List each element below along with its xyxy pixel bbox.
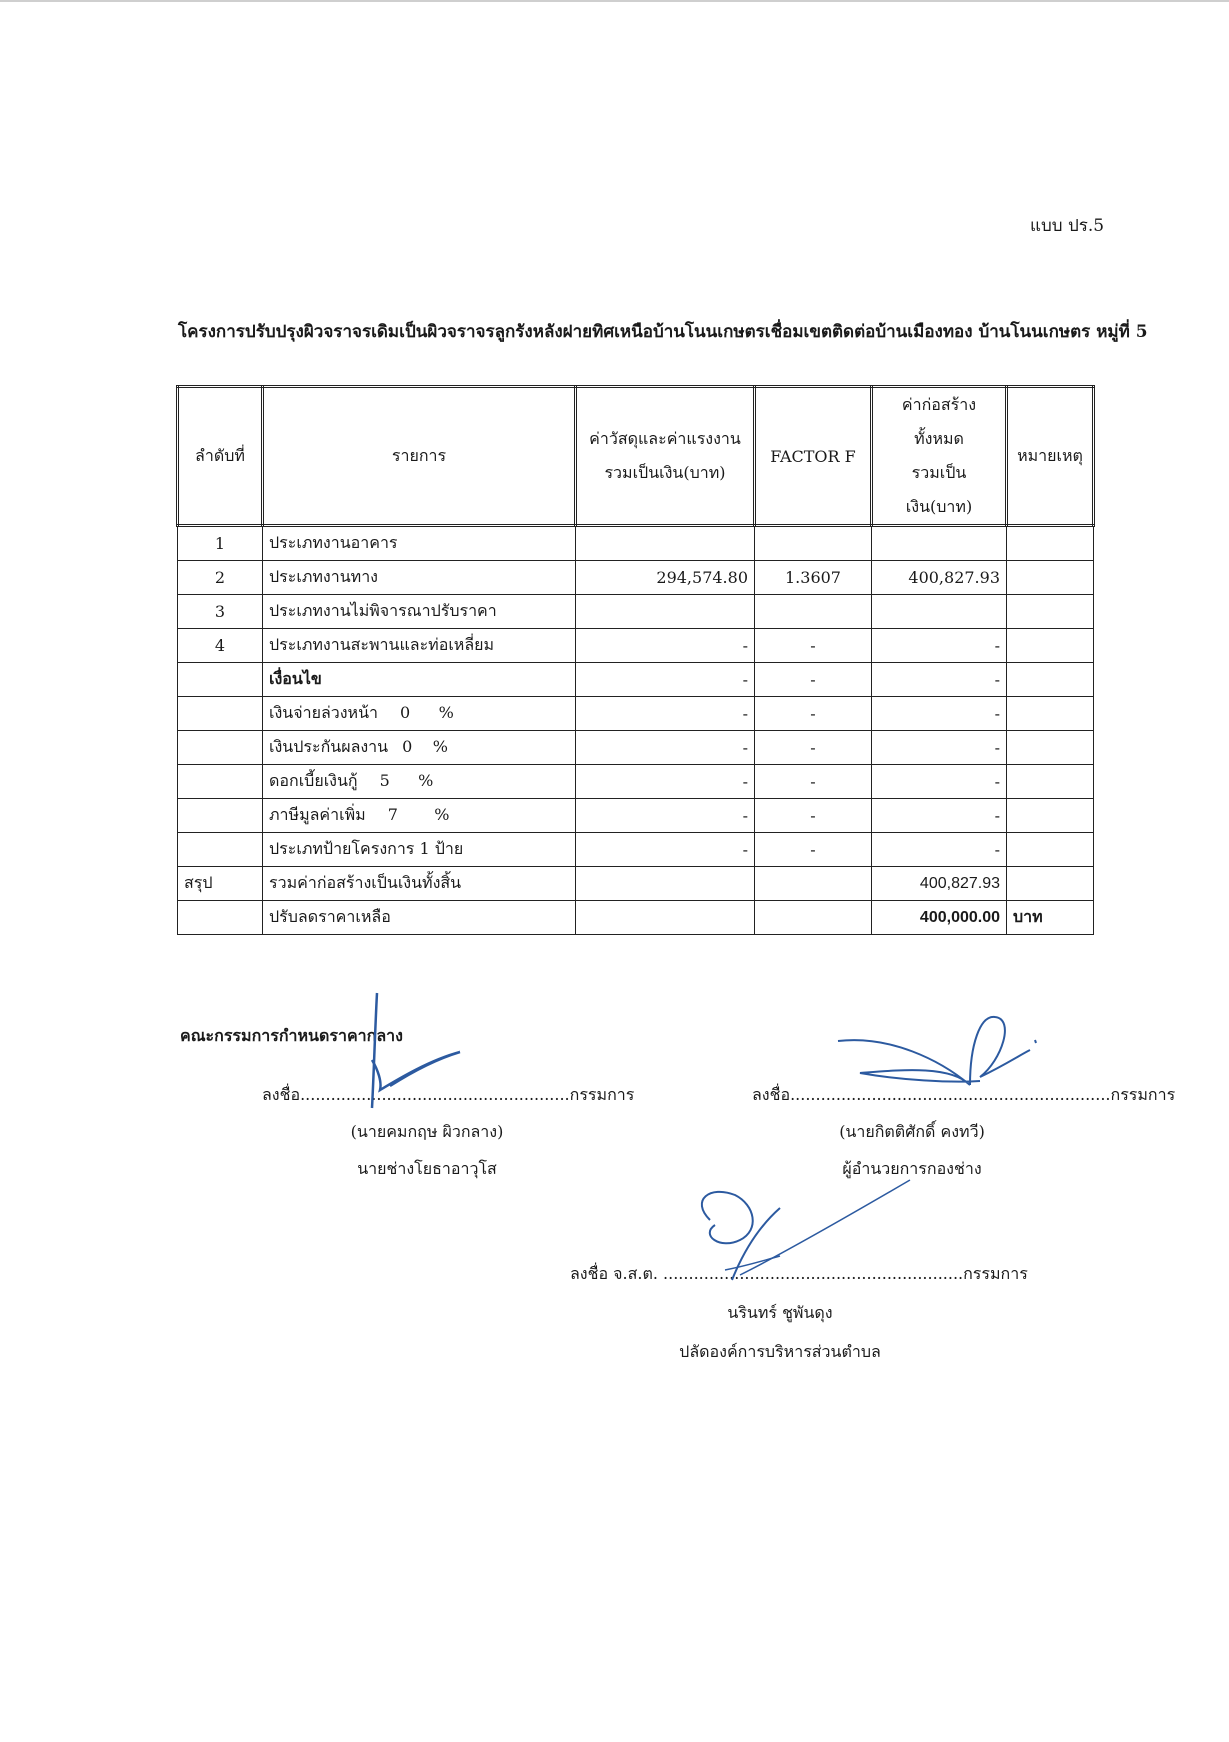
row-remark [1007, 561, 1094, 595]
row-no: 3 [178, 595, 263, 629]
row-factor: 1.3607 [755, 561, 872, 595]
signature-right-graphic [830, 1005, 1050, 1105]
signature-line-bottom: ลงชื่อ จ.ส.ต. ...........................................................กรรมการ [570, 1264, 1028, 1283]
vat-material: - [576, 799, 755, 833]
signer-position-bottom: ปลัดองค์การบริหารส่วนตำบล [679, 1342, 881, 1361]
vat-factor: - [755, 799, 872, 833]
interest-factor: - [755, 765, 872, 799]
row-no: 4 [178, 629, 263, 663]
top-rule [0, 0, 1229, 2]
advance-total: - [872, 697, 1007, 731]
interest-total: - [872, 765, 1007, 799]
interest-material: - [576, 765, 755, 799]
row-no: 2 [178, 561, 263, 595]
header-material [576, 387, 755, 526]
table-row-vat [178, 799, 1094, 833]
guarantee-cell [263, 731, 576, 765]
row-factor [755, 526, 872, 561]
interest-unit: % [418, 771, 434, 790]
table-row [178, 595, 1094, 629]
guarantee-unit: % [432, 737, 448, 756]
row-material: 294,574.80 [576, 561, 755, 595]
summary-total: 400,827.93 [872, 867, 1007, 901]
row-total [872, 595, 1007, 629]
header-material-line2: รวมเป็นเงิน(บาท) [604, 463, 726, 482]
row-no: 1 [178, 526, 263, 561]
row-remark [1007, 595, 1094, 629]
vat-label: ภาษีมูลค่าเพิ่ม [269, 805, 366, 824]
row-total: 400,827.93 [872, 561, 1007, 595]
sign-row-total: - [872, 833, 1007, 867]
table-row [178, 629, 1094, 663]
signature-bottom-graphic [680, 1170, 920, 1290]
form-code: แบบ ปร.5 [1030, 216, 1105, 236]
vat-value: 7 [387, 805, 398, 824]
conditions-material: - [576, 663, 755, 697]
signature-line-left: ลงชื่อ.....................................................กรรมการ [262, 1085, 635, 1104]
header-factor: FACTOR F [755, 387, 872, 526]
row-item: ประเภทงานสะพานและท่อเหลี่ยม [263, 629, 576, 663]
row-material: - [576, 629, 755, 663]
row-material [576, 526, 755, 561]
cost-table [176, 385, 1095, 935]
conditions-factor: - [755, 663, 872, 697]
signer-position-right: ผู้อำนวยการกองช่าง [842, 1159, 982, 1178]
interest-cell [263, 765, 576, 799]
guarantee-value: 0 [402, 737, 413, 756]
signature-line-right: ลงชื่อ...............................................................กรรมการ [752, 1085, 1176, 1104]
table-row [178, 526, 1094, 561]
adjusted-remark: บาท [1007, 901, 1094, 935]
header-total-line2: รวมเป็นเงิน(บาท) [905, 463, 973, 516]
table-header-row [178, 387, 1094, 526]
advance-cell [263, 697, 576, 731]
table-row-adjusted [178, 901, 1094, 935]
adjusted-total: 400,000.00 [872, 901, 1007, 935]
committee-heading: คณะกรรมการกำหนดราคากลาง [180, 1026, 403, 1045]
signer-name-left: (นายคมกฤษ ผิวกลาง) [350, 1122, 504, 1141]
vat-cell [263, 799, 576, 833]
conditions-label: เงื่อนไข [263, 663, 576, 697]
header-item: รายการ [263, 387, 576, 526]
guarantee-material: - [576, 731, 755, 765]
row-item: ประเภทงานทาง [263, 561, 576, 595]
signer-position-left: นายช่างโยธาอาวุโส [357, 1159, 497, 1178]
header-remark: หมายเหตุ [1007, 387, 1094, 526]
row-factor [755, 595, 872, 629]
table-row-sign [178, 833, 1094, 867]
table-row-conditions [178, 663, 1094, 697]
header-no: ลำดับที่ [178, 387, 263, 526]
vat-unit: % [434, 805, 450, 824]
signer-name-right: (นายกิตติศักดิ์ คงทวี) [839, 1122, 985, 1141]
table-row-guarantee [178, 731, 1094, 765]
header-total [872, 387, 1007, 526]
row-item: ประเภทงานอาคาร [263, 526, 576, 561]
adjusted-label: ปรับลดราคาเหลือ [263, 901, 576, 935]
row-remark [1007, 526, 1094, 561]
header-material-line1: ค่าวัสดุและค่าแรงงาน [589, 429, 741, 448]
row-factor: - [755, 629, 872, 663]
interest-value: 5 [379, 771, 390, 790]
signer-name-bottom: นรินทร์ ชูพันดุง [727, 1303, 833, 1322]
row-material [576, 595, 755, 629]
project-title: โครงการปรับปรุงผิวจราจรเดิมเป็นผิวจราจรลูกรังหลังฝายทิศเหนือบ้านโนนเกษตรเชื่อมเขตติดต่อบ้านเมืองทอง บ้านโนนเกษตร หมู่ที่ 5 [178, 322, 1148, 342]
header-total-line1: ค่าก่อสร้างทั้งหมด [901, 395, 977, 448]
guarantee-factor: - [755, 731, 872, 765]
sign-row-material: - [576, 833, 755, 867]
advance-factor: - [755, 697, 872, 731]
interest-label: ดอกเบี้ยเงินกู้ [269, 771, 358, 790]
conditions-total: - [872, 663, 1007, 697]
table-row-summary [178, 867, 1094, 901]
advance-label: เงินจ่ายล่วงหน้า [269, 703, 379, 722]
summary-no: สรุป [178, 867, 263, 901]
table-row-interest [178, 765, 1094, 799]
vat-total: - [872, 799, 1007, 833]
summary-label: รวมค่าก่อสร้างเป็นเงินทั้งสิ้น [263, 867, 576, 901]
advance-material: - [576, 697, 755, 731]
row-item: ประเภทงานไม่พิจารณาปรับราคา [263, 595, 576, 629]
signature-left-graphic [360, 990, 470, 1110]
row-total: - [872, 629, 1007, 663]
guarantee-total: - [872, 731, 1007, 765]
advance-value: 0 [400, 703, 411, 722]
sign-row-label: ประเภทป้ายโครงการ 1 ป้าย [263, 833, 576, 867]
advance-unit: % [438, 703, 454, 722]
table-row-advance [178, 697, 1094, 731]
guarantee-label: เงินประกันผลงาน [269, 737, 389, 756]
row-remark [1007, 629, 1094, 663]
sign-row-factor: - [755, 833, 872, 867]
table-row [178, 561, 1094, 595]
row-total [872, 526, 1007, 561]
